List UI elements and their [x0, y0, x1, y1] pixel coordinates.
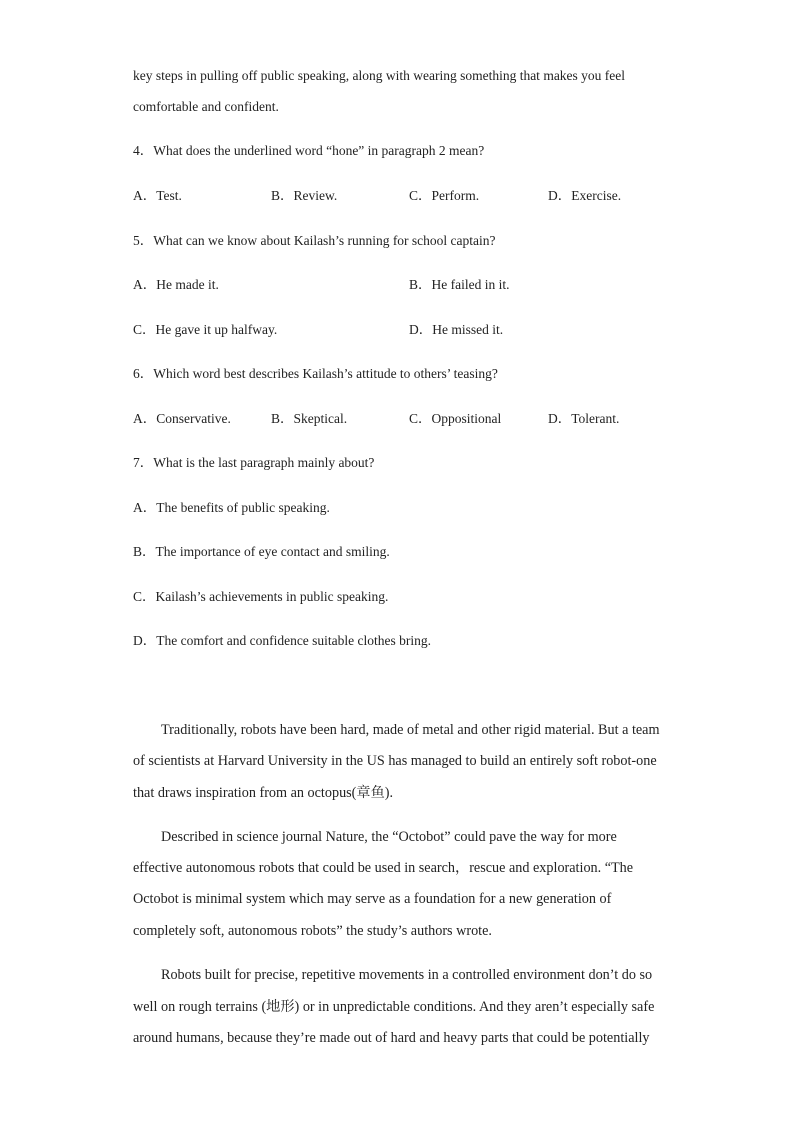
paragraph-line: Robots built for precise, repetitive movements in a controlled environment don’t do so	[161, 967, 653, 983]
question-5-stem: 5．What can we know about Kailash’s running for school captain?	[133, 233, 496, 248]
passage-continuation-line: comfortable and confident.	[133, 99, 279, 114]
question-4-option-c: C．Perform.	[409, 188, 480, 203]
paragraph-line: around humans, because they’re made out of hard and heavy parts that could be potentially	[133, 1030, 650, 1046]
question-5-option-d: D．He missed it.	[409, 322, 504, 337]
question-4-option-b: B．Review.	[271, 188, 338, 203]
question-6-option-c: C．Oppositional	[409, 411, 502, 426]
question-7-option-d: D．The comfort and confidence suitable clothes bring.	[133, 633, 432, 648]
paragraph-line: well on rough terrains (地形) or in unpredictable conditions. And they aren’t especially safe	[133, 999, 655, 1015]
paragraph-line: effective autonomous robots that could be used in search，rescue and exploration. “The	[133, 860, 634, 876]
paragraph-line: Traditionally, robots have been hard, made of metal and other rigid material. But a team	[161, 722, 660, 738]
question-4-stem: 4．What does the underlined word “hone” in paragraph 2 mean?	[133, 143, 485, 158]
question-6-stem: 6．Which word best describes Kailash’s attitude to others’ teasing?	[133, 366, 498, 381]
question-5-option-b: B．He failed in it.	[409, 277, 510, 292]
question-5-option-c: C．He gave it up halfway.	[133, 322, 278, 337]
passage-continuation-line: key steps in pulling off public speaking, along with wearing something that makes you feel	[133, 68, 626, 83]
question-4-option-a: A．Test.	[133, 188, 182, 203]
paragraph-line: Octobot is minimal system which may serve as a foundation for a new generation of	[133, 891, 612, 907]
question-7-option-a: A．The benefits of public speaking.	[133, 500, 330, 515]
paragraph-line: of scientists at Harvard University in the US has managed to build an entirely soft robot-one	[133, 753, 657, 769]
paragraph-line: completely soft, autonomous robots” the study’s authors wrote.	[133, 923, 492, 939]
question-5-option-a: A．He made it.	[133, 277, 219, 292]
question-7-option-c: C．Kailash’s achievements in public speaking.	[133, 589, 389, 604]
question-6-option-d: D．Tolerant.	[548, 411, 620, 426]
question-6-option-a: A．Conservative.	[133, 411, 231, 426]
paragraph-line: that draws inspiration from an octopus(章鱼).	[133, 785, 394, 801]
question-7-stem: 7．What is the last paragraph mainly about?	[133, 455, 375, 470]
question-4-option-d: D．Exercise.	[548, 188, 622, 203]
question-6-option-b: B．Skeptical.	[271, 411, 348, 426]
paragraph-line: Described in science journal Nature, the “Octobot” could pave the way for more	[161, 829, 617, 845]
question-7-option-b: B．The importance of eye contact and smiling.	[133, 544, 390, 559]
